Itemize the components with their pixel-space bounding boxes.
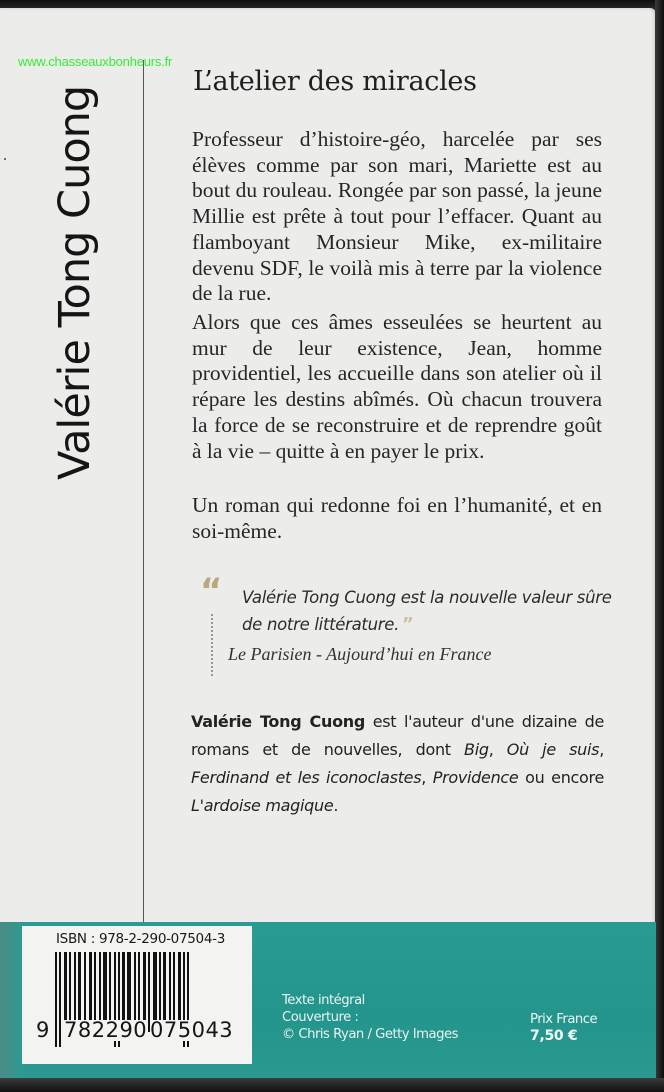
barcode-digits-right: 075043 <box>150 1018 234 1042</box>
credits-line: © Chris Ryan / Getty Images <box>282 1027 458 1042</box>
bio-work: Où je suis <box>506 740 600 759</box>
speck <box>4 158 6 160</box>
synopsis-paragraph-1: Professeur d’histoire-géo, harcelée par ses élèves comme par son mari, Mariette est au bout du rouleau. Rongée par son passé, la jeune Millie est prête à tout pour l’effacer. Quant au flamboyant Monsieur Mike, ex-militaire devenu SDF, le voilà mis à terre par la violence de la rue. <box>192 127 602 306</box>
credits-line: Couverture : <box>282 1010 359 1025</box>
open-quote-icon: “ <box>200 571 223 611</box>
bio-text: est l'auteur d'une dizaine de romans et de nouvelles, dont <box>191 712 604 759</box>
bio-end: . <box>333 796 339 815</box>
book-title: L’atelier des miracles <box>193 66 477 97</box>
bio-work: Ferdinand et les iconoclastes <box>191 768 422 787</box>
price-label: Prix France <box>530 1012 598 1027</box>
watermark-link[interactable]: www.chasseauxbonheurs.fr <box>18 54 173 69</box>
cover-credits <box>282 992 458 1043</box>
close-quote-icon: ” <box>402 614 414 635</box>
bio-author-name: Valérie Tong Cuong <box>191 712 366 731</box>
bio-text: ou encore <box>518 768 604 787</box>
author-bio <box>191 708 604 820</box>
bio-sep: , <box>488 740 507 759</box>
price-value: 7,50 € <box>530 1028 578 1044</box>
quote-dotted-line <box>211 614 213 676</box>
isbn-label: ISBN : 978-2-290-07504-3 <box>56 931 225 947</box>
barcode-digits-left: 782290 <box>64 1018 148 1042</box>
photo-bottom-edge <box>0 1078 664 1092</box>
bio-sep: , <box>599 740 604 759</box>
synopsis-paragraph-2: Alors que ces âmes esseulées se heurtent au mur de leur existence, Jean, homme providentiel, les accueille dans son atelier où il répare les destins abîmés. Où chacun trouvera la force de se reconstruire et de reprendre goût à la vie – quitte à en payer le prix. <box>192 310 602 463</box>
credits-line: Texte intégral <box>282 993 365 1008</box>
bio-sep: , <box>421 768 433 787</box>
quote-body: Valérie Tong Cuong est la nouvelle valeur sûre de notre littérature. <box>242 588 612 634</box>
spine-author-name: Valérie Tong Cuong <box>50 85 100 480</box>
bio-work: Providence <box>432 768 519 787</box>
synopsis-paragraph-3: Un roman qui redonne foi en l’humanité, et en soi-même. <box>192 493 602 543</box>
bio-work: Big <box>464 740 489 759</box>
barcode-digit-first: 9 <box>36 1018 50 1042</box>
barcode-panel <box>22 926 252 1064</box>
photo-right-edge <box>655 0 664 1092</box>
quote-source: Le Parisien - Aujourd’hui en France <box>228 644 492 664</box>
quote-text <box>242 584 622 638</box>
spine-divider <box>143 60 144 930</box>
bio-work: L'ardoise magique <box>191 796 334 815</box>
